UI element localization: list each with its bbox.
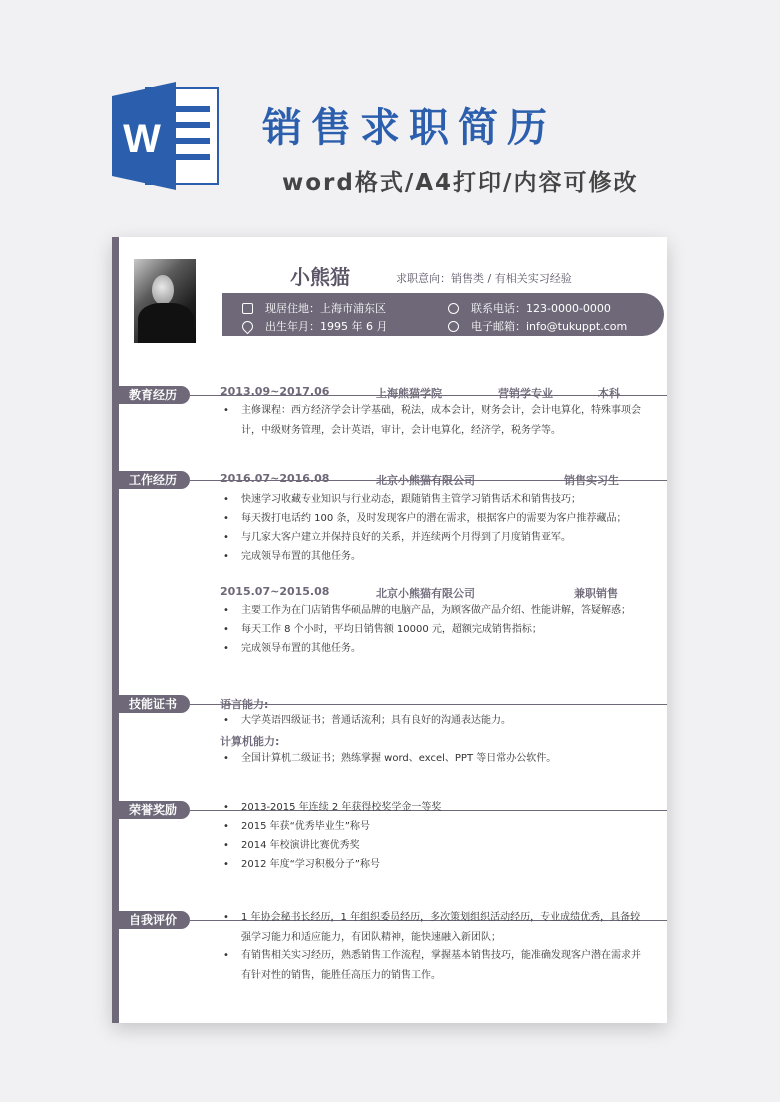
avatar-hair [138,303,194,343]
location-pin-icon [240,318,256,334]
address-text: 现居住地：上海市浦东区 [265,302,386,315]
list-item: • 每天工作 8 个小时，平均日销售额 10000 元，超额完成销售指标； [223,620,641,640]
email-info [448,318,627,334]
phone-text: 联系电话：123-0000-0000 [471,302,611,315]
job-item: 每天拨打电话约 100 条，及时发现客户的潜在需求，根据客户的需要为客户推荐藏品； [241,513,627,524]
job-item: 每天工作 8 个小时，平均日销售额 10000 元，超额完成销售指标； [241,624,542,635]
self-item: 1 年协会秘书长经历，1 年组织委员经历，多次策划组织活动经历，专业成绩优秀，具备较强学习能力和适应能力，有团队精神，能快速融入新团队； [241,912,641,943]
list-item: • 与几家大客户建立并保持良好的关系，并连续两个月得到了月度销售亚军。 [223,528,641,548]
honor-item: 2012 年度“学习积极分子”称号 [241,859,380,870]
language-title: 语言能力: [220,698,269,711]
list-item: • 完成领导布置的其他任务。 [223,639,641,659]
job-item: 主要工作为在门店销售华硕品牌的电脑产品，为顾客做产品介绍、性能讲解，答疑解惑； [241,605,631,616]
avatar-face [152,275,174,305]
avatar [134,259,196,343]
job-role: 兼职销售 [574,587,618,600]
section-label-skills: 技能证书 [119,695,190,713]
list-item: • 1 年协会秘书长经历，1 年组织委员经历，多次策划组织活动经历，专业成绩优秀，具备较强学习能力和适应能力，有团队精神，能快速融入新团队； [223,908,641,948]
job-date: 2015.07~2015.08 [220,585,330,598]
resume-page [112,237,667,1023]
honor-item: 2015 年获“优秀毕业生”称号 [241,821,370,832]
section-label-work: 工作经历 [119,471,190,489]
list-item: • 快速学习收藏专业知识与行业动态，跟随销售主管学习销售话术和销售技巧； [223,490,641,510]
honor-item: 2014 年校演讲比赛优秀奖 [241,840,360,851]
job-item: 完成领导布置的其他任务。 [241,551,361,562]
job-intent: 求职意向：销售类 / 有相关实习经验 [396,272,572,285]
computer-item: 全国计算机二级证书；熟练掌握 word、excel、PPT 等日常办公软件。 [241,753,557,764]
word-icon [112,82,224,190]
email-text: 电子邮箱：info@tukuppt.com [471,320,628,333]
list-item: • 大学英语四级证书；普通话流利；具有良好的沟通表达能力。 [223,711,641,731]
list-item: • 完成领导布置的其他任务。 [223,547,641,567]
list-item: • 有销售相关实习经历，熟悉销售工作流程，掌握基本销售技巧，能准确发现客户潜在需求并有针对性的销售，能胜任高压力的销售工作。 [223,946,641,986]
left-rail [112,237,119,1023]
language-item: 大学英语四级证书；普通话流利；具有良好的沟通表达能力。 [241,715,511,726]
word-icon-letter: W [123,117,161,161]
list-item: • 主要工作为在门店销售华硕品牌的电脑产品，为顾客做产品介绍、性能讲解，答疑解惑； [223,601,641,621]
list-item: • 2014 年校演讲比赛优秀奖 [223,836,641,856]
section-label-education: 教育经历 [119,386,190,404]
list-item: • 全国计算机二级证书；熟练掌握 word、excel、PPT 等日常办公软件。 [223,749,641,769]
job-item: 快速学习收藏专业知识与行业动态，跟随销售主管学习销售话术和销售技巧； [241,494,581,505]
candidate-name: 小熊猫 [290,265,350,289]
birth-info [242,318,387,334]
job-company: 北京小熊猫有限公司 [376,474,475,487]
honor-item: 2013-2015 年连续 2 年获得校奖学金一等奖 [241,802,442,813]
phone-icon [448,303,459,314]
job-role: 销售实习生 [564,474,619,487]
edu-courses: 主修课程：西方经济学会计学基础，税法，成本会计，财务会计，会计电算化，特殊事项会计，中级财务管理，会计英语，审计，会计电算化，经济学，税务学等。 [241,405,641,436]
section-label-honors: 荣誉奖励 [119,801,190,819]
section-label-self: 自我评价 [119,911,190,929]
banner-subtitle: word格式/A4打印/内容可修改 [282,170,639,196]
mail-icon [448,321,459,332]
birth-text: 出生年月：1995 年 6 月 [265,320,388,333]
phone-info [448,300,611,316]
computer-title: 计算机能力: [220,735,280,748]
list-item [223,401,641,441]
job-company: 北京小熊猫有限公司 [376,587,475,600]
edu-degree: 本科 [598,387,620,400]
calendar-icon [242,303,253,314]
address-info [242,300,386,316]
job-item: 完成领导布置的其他任务。 [241,643,361,654]
banner-title: 销售求职简历 [262,105,556,151]
list-item: • 2015 年获“优秀毕业生”称号 [223,817,641,837]
list-item: • 2013-2015 年连续 2 年获得校奖学金一等奖 [223,798,641,818]
list-item: • 每天拨打电话约 100 条，及时发现客户的潜在需求，根据客户的需要为客户推荐藏品； [223,509,641,529]
list-item: • 2012 年度“学习积极分子”称号 [223,855,641,875]
edu-date: 2013.09~2017.06 [220,385,330,398]
edu-school: 上海熊猫学院 [376,387,442,400]
job-date: 2016.07~2016.08 [220,472,330,485]
bullet: • [223,405,229,416]
job-item: 与几家大客户建立并保持良好的关系，并连续两个月得到了月度销售亚军。 [241,532,571,543]
self-item: 有销售相关实习经历，熟悉销售工作流程，掌握基本销售技巧，能准确发现客户潜在需求并有针对性的销售，能胜任高压力的销售工作。 [241,950,641,981]
edu-major: 营销学专业 [498,387,553,400]
contact-bar [222,293,664,336]
